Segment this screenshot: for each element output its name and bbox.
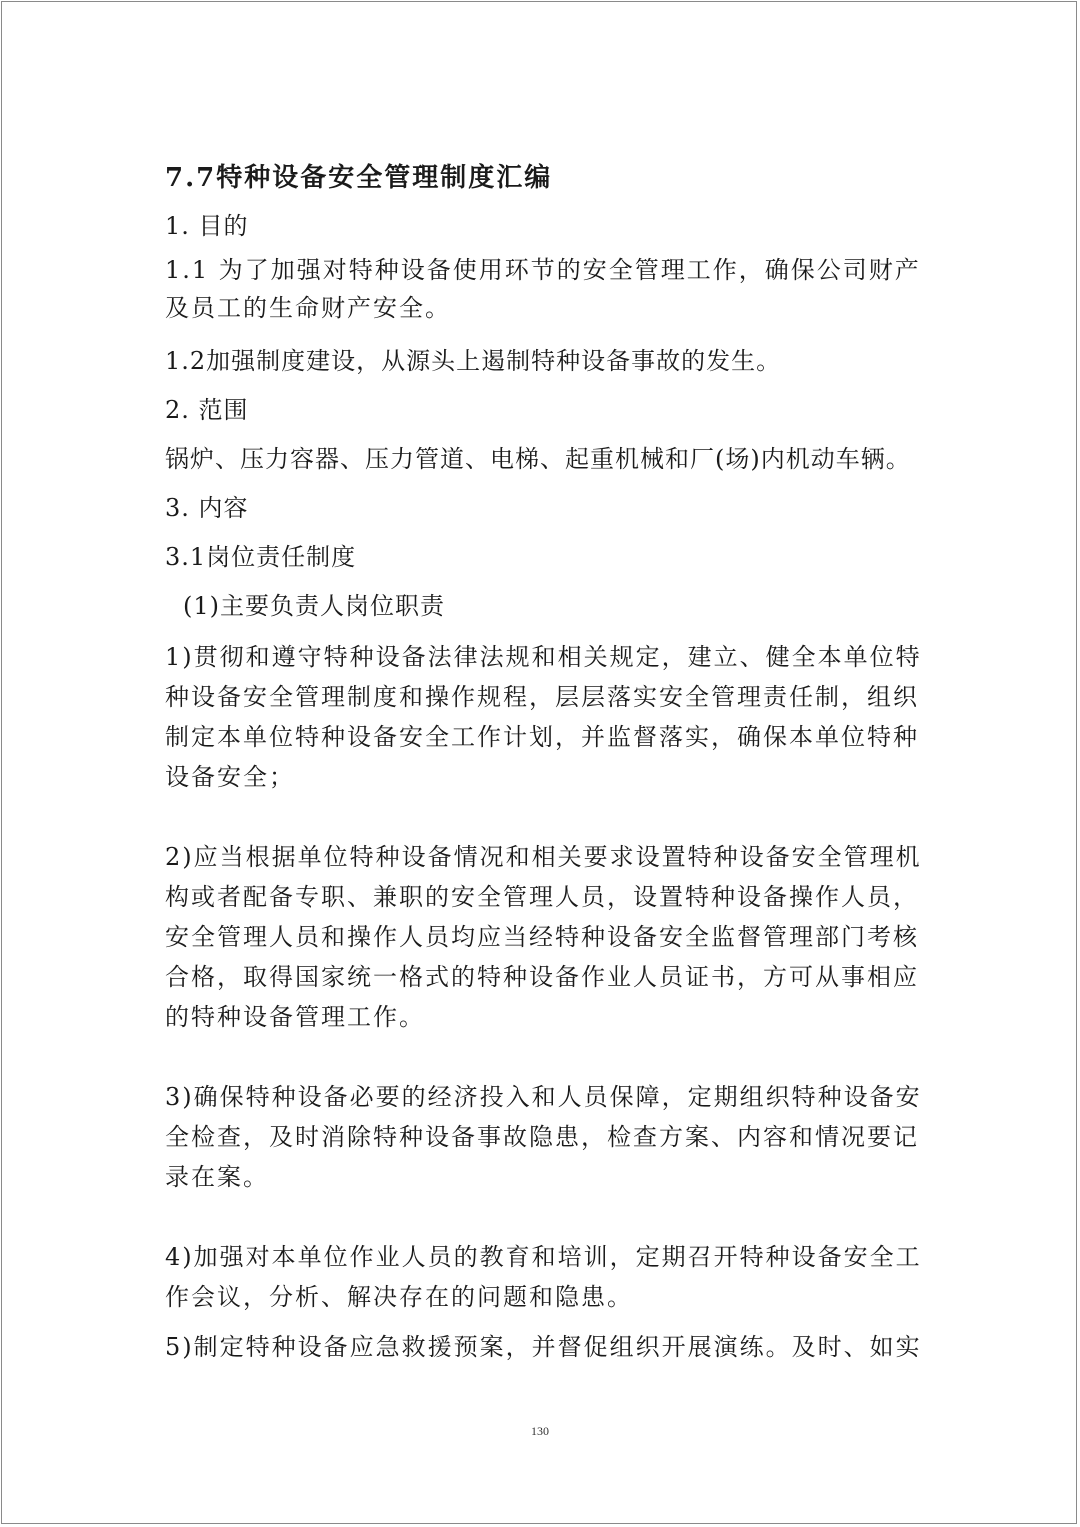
paragraph-1-2: 1.2加强制度建设，从源头上遏制特种设备事故的发生。 [165, 347, 782, 375]
duty-item-4: 4)加强对本单位作业人员的教育和培训，定期召开特种设备安全工作会议，分析、解决存在的问题和隐患。 [165, 1243, 922, 1311]
duty-item-5: 5)制定特种设备应急救援预案，并督促组织开展演练。及时、如实 [165, 1333, 922, 1361]
document-body [165, 156, 925, 1377]
duty-item-1: 1)贯彻和遵守特种设备法律法规和相关规定，建立、健全本单位特种设备安全管理制度和操作规程，层层落实安全管理责任制，组织制定本单位特种设备安全工作计划，并监督落实，确保本单位特种设备安全； [165, 643, 922, 791]
section-heading-content: 3. 内容 [165, 494, 249, 522]
sub-heading-main-responsible: (1)主要负责人岗位职责 [183, 592, 445, 620]
document-page [1, 1, 1077, 1524]
page-number: 130 [531, 1424, 549, 1438]
section-heading-scope: 2. 范围 [165, 396, 249, 424]
duty-item-3: 3)确保特种设备必要的经济投入和人员保障，定期组织特种设备安全检查，及时消除特种设备事故隐患，检查方案、内容和情况要记录在案。 [165, 1083, 922, 1191]
scope-text: 锅炉、压力容器、压力管道、电梯、起重机械和厂(场)内机动车辆。 [165, 445, 911, 473]
subsection-3-1: 3.1岗位责任制度 [165, 543, 357, 571]
duty-item-2: 2)应当根据单位特种设备情况和相关要求设置特种设备安全管理机构或者配备专职、兼职的安全管理人员，设置特种设备操作人员，安全管理人员和操作人员均应当经特种设备安全监督管理部门考核合格，取得国家统一格式的特种设备作业人员证书，方可从事相应的特种设备管理工作。 [165, 843, 922, 1031]
section-heading-purpose: 1. 目的 [165, 212, 249, 240]
page-title: 7.7特种设备安全管理制度汇编 [165, 163, 553, 193]
paragraph-1-1: 1.1 为了加强对特种设备使用环节的安全管理工作，确保公司财产及员工的生命财产安全。 [165, 256, 921, 322]
